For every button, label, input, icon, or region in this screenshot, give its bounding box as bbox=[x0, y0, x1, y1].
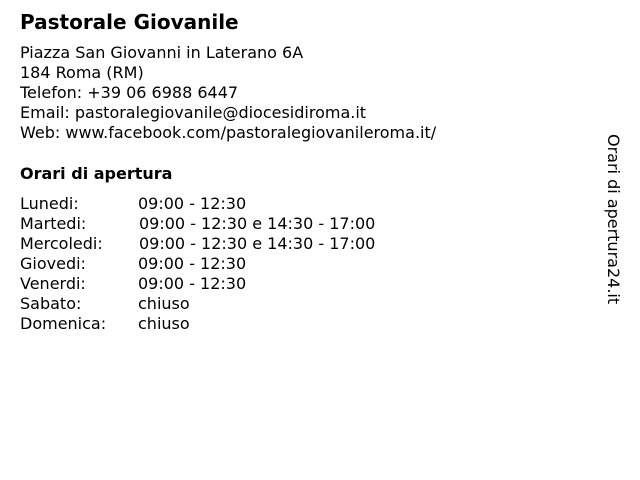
email-text: Email: pastoralegiovanile@diocesidiroma.it bbox=[20, 103, 367, 122]
brand-watermark bbox=[604, 134, 635, 310]
contact-info bbox=[20, 43, 436, 143]
time-value: 09:00 - 12:30 bbox=[138, 194, 247, 213]
time-value: chiuso bbox=[138, 314, 190, 333]
opening-hours-heading: Orari di apertura bbox=[20, 164, 173, 183]
time-value: 09:00 - 12:30 e 14:30 - 17:00 bbox=[139, 214, 376, 233]
time-value: 09:00 - 12:30 bbox=[138, 274, 247, 293]
time-value: 09:00 - 12:30 bbox=[138, 254, 247, 273]
web-text: Web: www.facebook.com/pastoralegiovanileroma.it/ bbox=[20, 123, 437, 142]
day-label: Lunedi: bbox=[20, 194, 79, 213]
day-label: Sabato: bbox=[20, 294, 82, 313]
time-value: 09:00 - 12:30 e 14:30 - 17:00 bbox=[139, 234, 376, 253]
brand-text: Orari di apertura24.it bbox=[604, 134, 623, 305]
day-label: Venerdi: bbox=[20, 274, 86, 293]
day-label: Martedi: bbox=[20, 214, 87, 233]
address-line-1: Piazza San Giovanni in Laterano 6A bbox=[20, 43, 304, 62]
day-label: Mercoledi: bbox=[20, 234, 103, 253]
time-value: chiuso bbox=[138, 294, 190, 313]
page-title: Pastorale Giovanile bbox=[20, 10, 239, 34]
day-label: Giovedi: bbox=[20, 254, 86, 273]
phone-text: Telefon: +39 06 6988 6447 bbox=[20, 83, 239, 102]
address-line-2: 184 Roma (RM) bbox=[20, 63, 144, 82]
day-label: Domenica: bbox=[20, 314, 107, 333]
